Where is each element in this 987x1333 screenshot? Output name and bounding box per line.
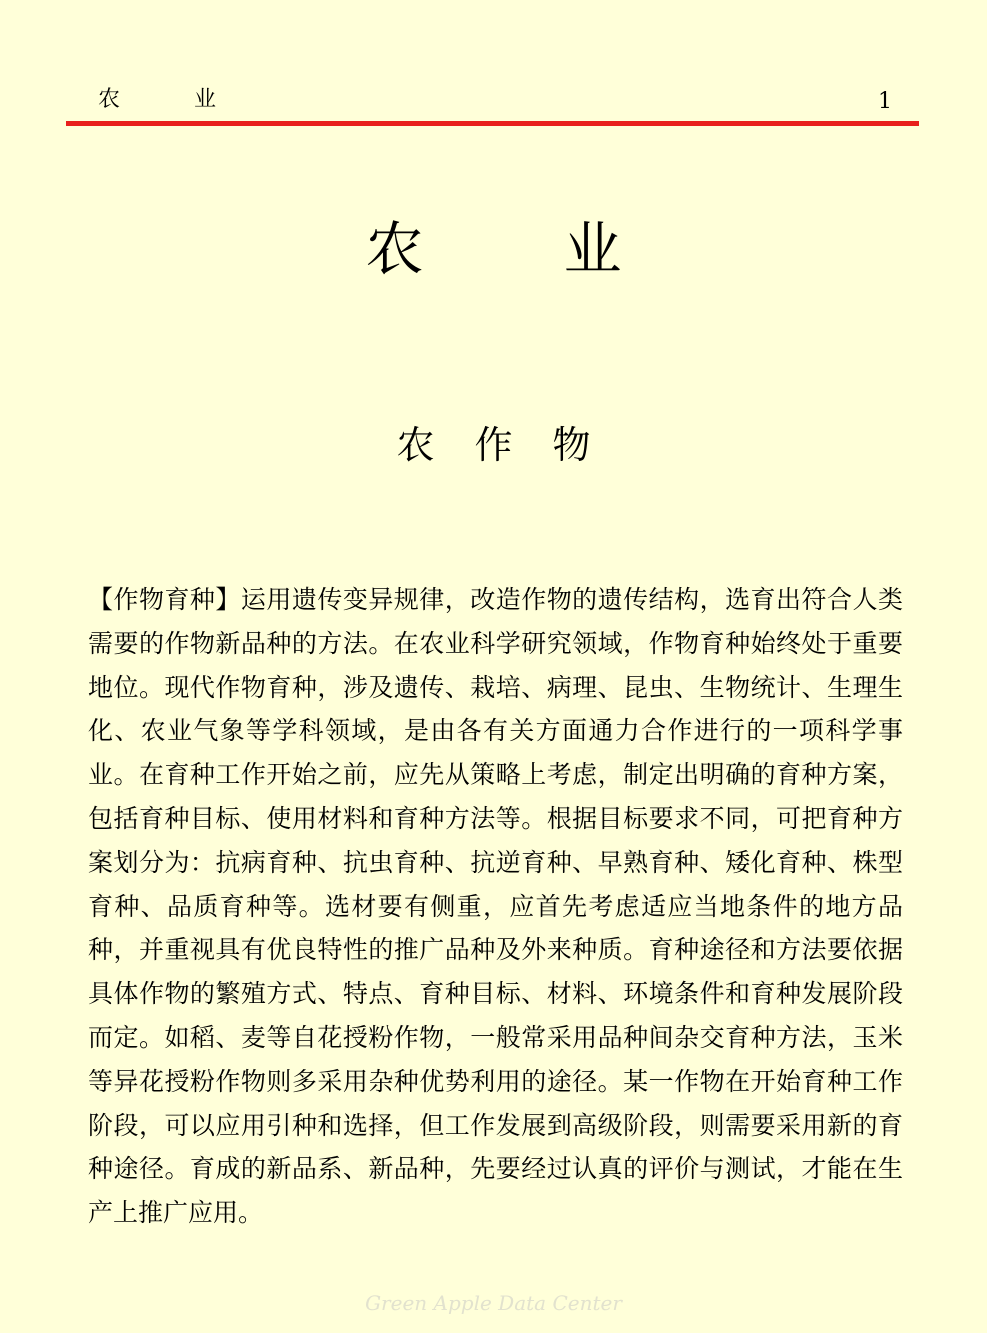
section-title: 农作物 [396, 423, 631, 467]
entry-paragraph [88, 578, 903, 1235]
watermark: Green Apple Data Center [365, 1291, 622, 1315]
entry-term: 【 作物育种 】 [88, 585, 241, 614]
chapter-title: 农业 [365, 215, 762, 283]
entry-body: 运用遗传变异规律，改造作物的遗传结构，选育出符合人类需要的作物新品种的方法。在农业科学研究领域，作物育种始终处于重要地位。现代作物育种，涉及遗传、栽培、病理、昆虫、生物统计、生理生化、农业气象等学科领域，是由各有关方面通力合作进行的一项科学事业。在育种工作开始之前，应先从策略上考虑，制定出明确的育种方案，包括育种目标、使用材料和育种方法等。根据目标要求不同，可把育种方案划分为：抗病育种、抗虫育种、抗逆育种、早熟育种、矮化育种、株型育种、品质育种等。选材要有侧重，应首先考虑适应当地条件的地方品种，并重视具有优良特性的推广品种及外来种质。育种途径和方法要依据具体作物的繁殖方式、特点、育种目标、材料、环境条件和育种发展阶段而定。如稻、麦等自花授粉作物，一般常采用品种间杂交育种方法，玉米等异花授粉作物则多采用杂种优势利用的途径。某一作物在开始育种工作阶段，可以应用引种和选择，但工作发展到高级阶段，则需要采用新的育种途径。育成的新品系、新品种，先要经过认真的评价与测试，才能在生产上推广应用。 [88, 585, 903, 1228]
header-rule [66, 121, 919, 126]
running-header-section: 农业 [98, 87, 291, 112]
page-number: 1 [878, 89, 892, 114]
